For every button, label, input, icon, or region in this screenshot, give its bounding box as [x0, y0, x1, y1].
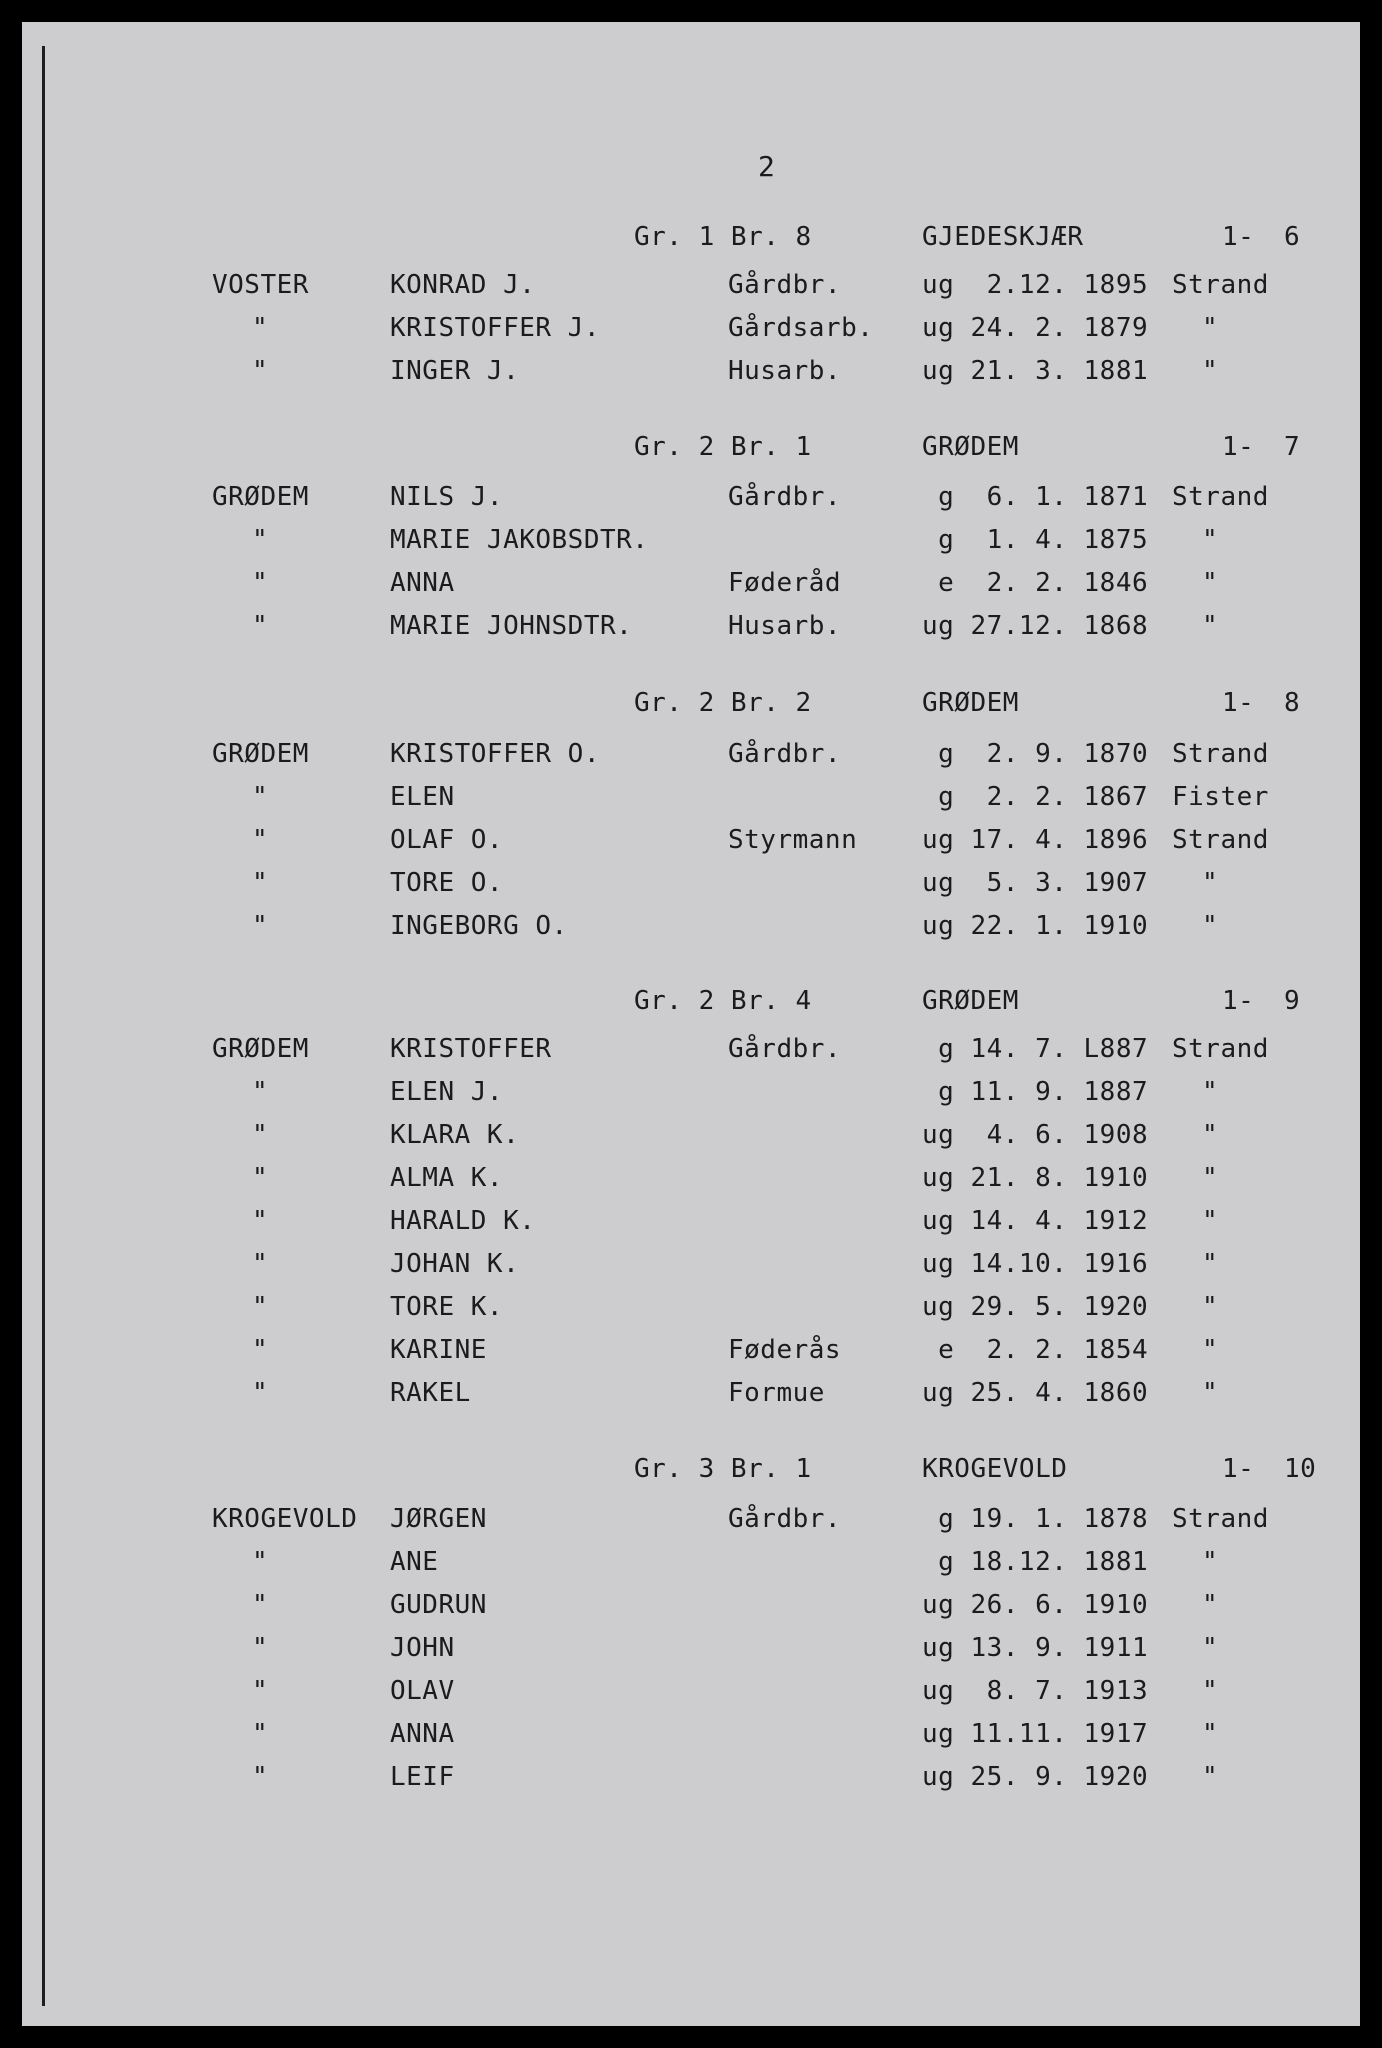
person-row — [22, 1719, 1360, 1755]
section-index: 7 — [1284, 432, 1301, 462]
date-cell: ug 21. 3. 1881 — [922, 356, 1149, 386]
section-code: 1- — [1222, 432, 1255, 462]
birthplace-cell: " — [1202, 525, 1219, 555]
birthplace-cell: " — [1202, 1206, 1219, 1236]
person-row — [22, 1034, 1360, 1070]
section-header — [22, 986, 1360, 1022]
name-cell: ANE — [390, 1547, 439, 1577]
place-cell: " — [252, 525, 269, 555]
name-cell: KLARA K. — [390, 1120, 520, 1150]
farm-name: GRØDEM — [922, 432, 1019, 462]
person-row — [22, 1590, 1360, 1626]
farm-name: KROGEVOLD — [922, 1454, 1068, 1484]
person-row — [22, 868, 1360, 904]
birthplace-cell: " — [1202, 1762, 1219, 1792]
name-cell: JØRGEN — [390, 1504, 487, 1534]
person-row — [22, 1292, 1360, 1328]
person-row — [22, 356, 1360, 392]
date-cell: ug 8. 7. 1913 — [922, 1676, 1149, 1706]
birthplace-cell: Fister — [1172, 782, 1269, 812]
date-cell: g 6. 1. 1871 — [922, 482, 1149, 512]
date-cell: ug 25. 9. 1920 — [922, 1762, 1149, 1792]
date-cell: ug 14.10. 1916 — [922, 1249, 1149, 1279]
date-cell: ug 2.12. 1895 — [922, 270, 1149, 300]
name-cell: TORE K. — [390, 1292, 504, 1322]
birthplace-cell: Strand — [1172, 270, 1269, 300]
name-cell: KRISTOFFER O. — [390, 739, 600, 769]
person-row — [22, 1249, 1360, 1285]
name-cell: LEIF — [390, 1762, 455, 1792]
birthplace-cell: Strand — [1172, 739, 1269, 769]
name-cell: KONRAD J. — [390, 270, 536, 300]
date-cell: ug 26. 6. 1910 — [922, 1590, 1149, 1620]
date-cell: g 11. 9. 1887 — [922, 1077, 1149, 1107]
person-row — [22, 1120, 1360, 1156]
birthplace-cell: " — [1202, 1590, 1219, 1620]
birthplace-cell: " — [1202, 313, 1219, 343]
person-row — [22, 1077, 1360, 1113]
section-code: 1- — [1222, 222, 1255, 252]
date-cell: ug 17. 4. 1896 — [922, 825, 1149, 855]
date-cell: ug 24. 2. 1879 — [922, 313, 1149, 343]
occupation-cell: Husarb. — [728, 611, 842, 641]
name-cell: KRISTOFFER — [390, 1034, 552, 1064]
person-row — [22, 482, 1360, 518]
section-header — [22, 1454, 1360, 1490]
name-cell: KARINE — [390, 1335, 487, 1365]
birthplace-cell: " — [1202, 356, 1219, 386]
place-cell: " — [252, 1163, 269, 1193]
name-cell: INGER J. — [390, 356, 520, 386]
birthplace-cell: " — [1202, 568, 1219, 598]
place-cell: " — [252, 1249, 269, 1279]
name-cell: ANNA — [390, 1719, 455, 1749]
document-page — [22, 22, 1360, 2026]
name-cell: OLAF O. — [390, 825, 504, 855]
date-cell: ug 25. 4. 1860 — [922, 1378, 1149, 1408]
person-row — [22, 739, 1360, 775]
place-cell: " — [252, 1335, 269, 1365]
date-cell: ug 22. 1. 1910 — [922, 911, 1149, 941]
place-cell: " — [252, 1378, 269, 1408]
birthplace-cell: " — [1202, 1163, 1219, 1193]
date-cell: ug 4. 6. 1908 — [922, 1120, 1149, 1150]
date-cell: e 2. 2. 1854 — [922, 1335, 1149, 1365]
group-number: Gr. 2 Br. 1 — [634, 432, 812, 462]
place-cell: " — [252, 1292, 269, 1322]
date-cell: g 2. 9. 1870 — [922, 739, 1149, 769]
place-cell: VOSTER — [212, 270, 309, 300]
place-cell: GRØDEM — [212, 739, 309, 769]
name-cell: RAKEL — [390, 1378, 471, 1408]
section-index: 10 — [1284, 1454, 1317, 1484]
group-number: Gr. 2 Br. 2 — [634, 688, 812, 718]
place-cell: " — [252, 313, 269, 343]
name-cell: JOHAN K. — [390, 1249, 520, 1279]
birthplace-cell: " — [1202, 868, 1219, 898]
person-row — [22, 1762, 1360, 1798]
place-cell: " — [252, 911, 269, 941]
place-cell: " — [252, 1762, 269, 1792]
place-cell: GRØDEM — [212, 482, 309, 512]
birthplace-cell: " — [1202, 1676, 1219, 1706]
occupation-cell: Formue — [728, 1378, 825, 1408]
occupation-cell: Husarb. — [728, 356, 842, 386]
place-cell: " — [252, 356, 269, 386]
name-cell: ALMA K. — [390, 1163, 504, 1193]
name-cell: MARIE JAKOBSDTR. — [390, 525, 649, 555]
group-number: Gr. 2 Br. 4 — [634, 986, 812, 1016]
occupation-cell: Føderåd — [728, 568, 842, 598]
person-row — [22, 1206, 1360, 1242]
name-cell: MARIE JOHNSDTR. — [390, 611, 633, 641]
place-cell: " — [252, 1719, 269, 1749]
birthplace-cell: Strand — [1172, 1034, 1269, 1064]
place-cell: " — [252, 782, 269, 812]
place-cell: " — [252, 868, 269, 898]
birthplace-cell: " — [1202, 1292, 1219, 1322]
farm-name: GJEDESKJÆR — [922, 222, 1084, 252]
farm-name: GRØDEM — [922, 986, 1019, 1016]
person-row — [22, 782, 1360, 818]
place-cell: " — [252, 1676, 269, 1706]
date-cell: g 2. 2. 1867 — [922, 782, 1149, 812]
place-cell: " — [252, 1120, 269, 1150]
person-row — [22, 1163, 1360, 1199]
person-row — [22, 1676, 1360, 1712]
birthplace-cell: " — [1202, 1633, 1219, 1663]
name-cell: JOHN — [390, 1633, 455, 1663]
occupation-cell: Gårdbr. — [728, 739, 842, 769]
place-cell: KROGEVOLD — [212, 1504, 358, 1534]
birthplace-cell: Strand — [1172, 482, 1269, 512]
section-index: 8 — [1284, 688, 1301, 718]
birthplace-cell: " — [1202, 1120, 1219, 1150]
person-row — [22, 568, 1360, 604]
birthplace-cell: Strand — [1172, 1504, 1269, 1534]
name-cell: ANNA — [390, 568, 455, 598]
place-cell: " — [252, 611, 269, 641]
section-header — [22, 432, 1360, 468]
name-cell: ELEN J. — [390, 1077, 504, 1107]
name-cell: GUDRUN — [390, 1590, 487, 1620]
birthplace-cell: " — [1202, 611, 1219, 641]
birthplace-cell: " — [1202, 1249, 1219, 1279]
place-cell: GRØDEM — [212, 1034, 309, 1064]
place-cell: " — [252, 1206, 269, 1236]
person-row — [22, 1335, 1360, 1371]
date-cell: e 2. 2. 1846 — [922, 568, 1149, 598]
birthplace-cell: " — [1202, 1335, 1219, 1365]
section-index: 9 — [1284, 986, 1301, 1016]
occupation-cell: Gårdbr. — [728, 270, 842, 300]
section-code: 1- — [1222, 688, 1255, 718]
person-row — [22, 270, 1360, 306]
page-number: 2 — [758, 150, 775, 183]
birthplace-cell: " — [1202, 1719, 1219, 1749]
person-row — [22, 1378, 1360, 1414]
section-code: 1- — [1222, 986, 1255, 1016]
occupation-cell: Gårdbr. — [728, 1034, 842, 1064]
date-cell: g 18.12. 1881 — [922, 1547, 1149, 1577]
birthplace-cell: " — [1202, 1077, 1219, 1107]
place-cell: " — [252, 1633, 269, 1663]
occupation-cell: Gårdbr. — [728, 1504, 842, 1534]
birthplace-cell: " — [1202, 911, 1219, 941]
name-cell: ELEN — [390, 782, 455, 812]
farm-name: GRØDEM — [922, 688, 1019, 718]
date-cell: ug 29. 5. 1920 — [922, 1292, 1149, 1322]
section-header — [22, 222, 1360, 258]
birthplace-cell: Strand — [1172, 825, 1269, 855]
occupation-cell: Gårdsarb. — [728, 313, 874, 343]
name-cell: NILS J. — [390, 482, 504, 512]
name-cell: HARALD K. — [390, 1206, 536, 1236]
person-row — [22, 611, 1360, 647]
name-cell: TORE O. — [390, 868, 504, 898]
person-row — [22, 825, 1360, 861]
section-code: 1- — [1222, 1454, 1255, 1484]
place-cell: " — [252, 568, 269, 598]
date-cell: g 14. 7. L887 — [922, 1034, 1149, 1064]
date-cell: g 19. 1. 1878 — [922, 1504, 1149, 1534]
person-row — [22, 313, 1360, 349]
person-row — [22, 1547, 1360, 1583]
date-cell: ug 13. 9. 1911 — [922, 1633, 1149, 1663]
person-row — [22, 525, 1360, 561]
group-number: Gr. 1 Br. 8 — [634, 222, 812, 252]
date-cell: ug 5. 3. 1907 — [922, 868, 1149, 898]
occupation-cell: Gårdbr. — [728, 482, 842, 512]
date-cell: g 1. 4. 1875 — [922, 525, 1149, 555]
name-cell: OLAV — [390, 1676, 455, 1706]
section-index: 6 — [1284, 222, 1301, 252]
person-row — [22, 911, 1360, 947]
date-cell: ug 27.12. 1868 — [922, 611, 1149, 641]
date-cell: ug 14. 4. 1912 — [922, 1206, 1149, 1236]
place-cell: " — [252, 825, 269, 855]
occupation-cell: Styrmann — [728, 825, 858, 855]
name-cell: INGEBORG O. — [390, 911, 568, 941]
place-cell: " — [252, 1547, 269, 1577]
date-cell: ug 21. 8. 1910 — [922, 1163, 1149, 1193]
birthplace-cell: " — [1202, 1378, 1219, 1408]
occupation-cell: Føderås — [728, 1335, 842, 1365]
date-cell: ug 11.11. 1917 — [922, 1719, 1149, 1749]
person-row — [22, 1504, 1360, 1540]
place-cell: " — [252, 1077, 269, 1107]
section-header — [22, 688, 1360, 724]
name-cell: KRISTOFFER J. — [390, 313, 600, 343]
person-row — [22, 1633, 1360, 1669]
group-number: Gr. 3 Br. 1 — [634, 1454, 812, 1484]
place-cell: " — [252, 1590, 269, 1620]
birthplace-cell: " — [1202, 1547, 1219, 1577]
